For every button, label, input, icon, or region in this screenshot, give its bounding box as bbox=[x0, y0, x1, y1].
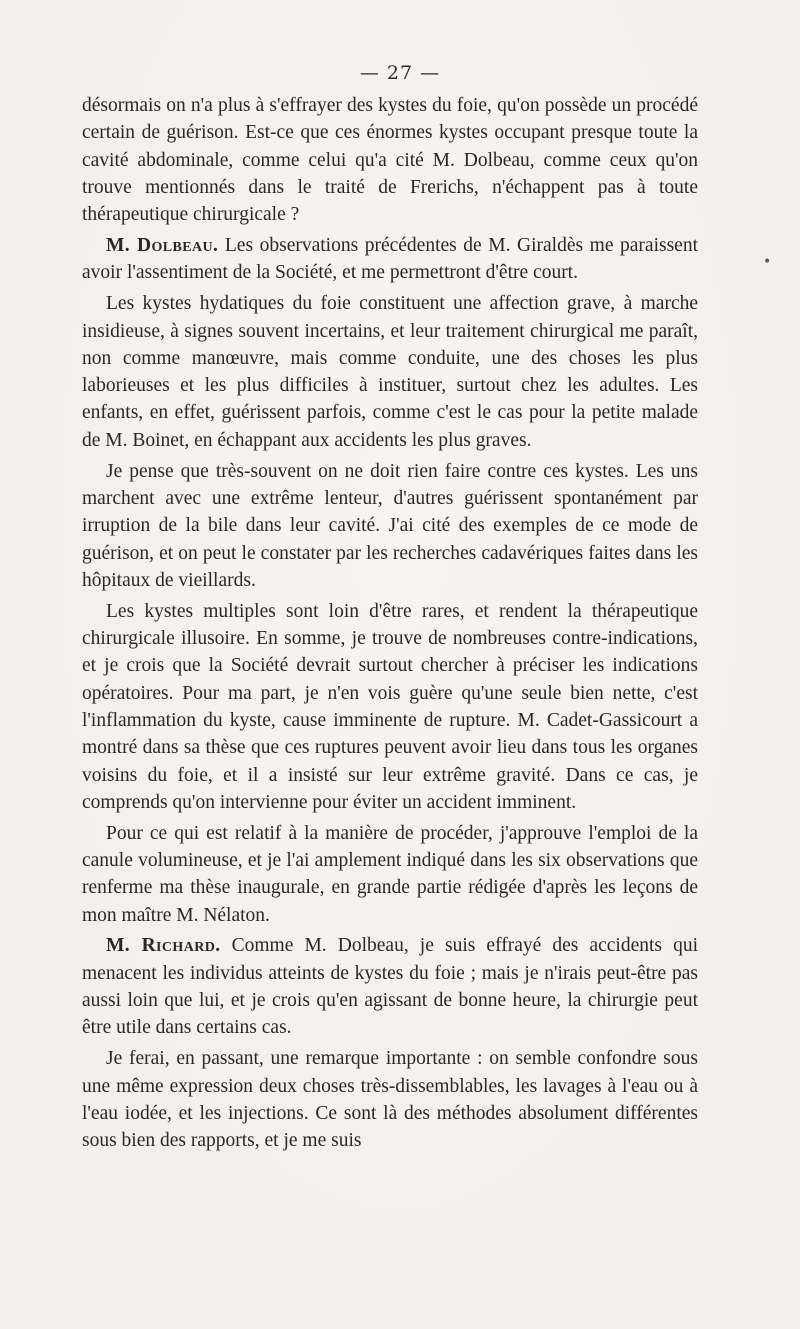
paragraph-tres-souvent: Je pense que très-souvent on ne doit rien faire contre ces kystes. Les uns marchent avec une extrême lenteur, d'autres guérissent spontanément par irruption de la bile dans leur cavité. J'ai cité des exemples de ce mode de guérison, et on peut le constater par les recherches cadavériques faites dans les hôpitaux de vieillards. bbox=[82, 460, 698, 591]
paragraph-text: Les observations précédentes de M. Giraldès me paraissent avoir l'assentiment de la Société, et me permettront d'être court. bbox=[82, 235, 698, 284]
margin-mark: • bbox=[763, 254, 772, 270]
page-number: — 27 — bbox=[359, 62, 441, 84]
paragraph-richard bbox=[82, 932, 698, 1041]
speaker-name: M. Dolbeau. bbox=[106, 235, 219, 257]
paragraph-continued: désormais on n'a plus à s'effrayer des kystes du foie, qu'on possède un procédé certain de guérison. Est-ce que ces énormes kystes occupant presque toute la cavité abdominale, comme celui qu'a cité M. Dolbeau, comme ceux qu'on trouve mentionnés dans le traité de Frerichs, n'échappent pas à toute thérapeutique chirurgicale ? bbox=[82, 95, 698, 226]
paragraph-text: Comme M. Dolbeau, je suis effrayé des accidents qui menacent les individus atteints de kystes du foie ; mais je n'irais peut-être pas aussi loin que lui, et je crois qu'en agissant de bonne heure, la chirurgie peut être utile dans certains cas. bbox=[82, 935, 699, 1039]
paragraph-kystes-multiples: Les kystes multiples sont loin d'être rares, et rendent la thérapeutique chirurgicale illusoire. En somme, je trouve de nombreuses contre-indications, et je crois que la Société devrait surtout chercher à préciser les indications opératoires. Pour ma part, je n'en vois guère qu'une seule bien nette, c'est l'inflammation du kyste, cause imminente de rupture. M. Cadet-Gassicourt a montré dans sa thèse que ces ruptures peuvent avoir lieu dans tous les organes voisins du foie, et il a insisté sur leur extrême gravité. Dans ce cas, je comprends qu'on intervienne pour éviter un accident imminent. bbox=[82, 600, 698, 813]
body-text bbox=[82, 92, 698, 1158]
speaker-name: M. Richard. bbox=[106, 935, 221, 957]
paragraph-remarque: Je ferai, en passant, une remarque importante : on semble confondre sous une même expression deux choses très-dissemblables, les lavages à l'eau ou à l'eau iodée, et les injections. Ce sont là des méthodes absolument différentes sous bien des rapports, et je me suis bbox=[82, 1048, 698, 1152]
paragraph-kystes-hydatiques: Les kystes hydatiques du foie constituent une affection grave, à marche insidieuse, à signes souvent incertains, et leur traitement chirurgical me paraît, non comme manœuvre, mais comme conduite, une des choses les plus laborieuses et les plus difficiles à instituer, surtout chez les adultes. Les enfants, en effet, guérissent parfois, comme c'est le cas pour la petite malade de M. Boinet, en échappant aux accidents les plus graves. bbox=[82, 293, 698, 451]
paragraph-maniere-proceder: Pour ce qui est relatif à la manière de procéder, j'approuve l'emploi de la canule volumineuse, et je l'ai amplement indiqué dans les six observations que renferme ma thèse inaugurale, en grande partie rédigée d'après les leçons de mon maître M. Nélaton. bbox=[82, 822, 698, 926]
paragraph-dolbeau-intro bbox=[82, 232, 698, 287]
